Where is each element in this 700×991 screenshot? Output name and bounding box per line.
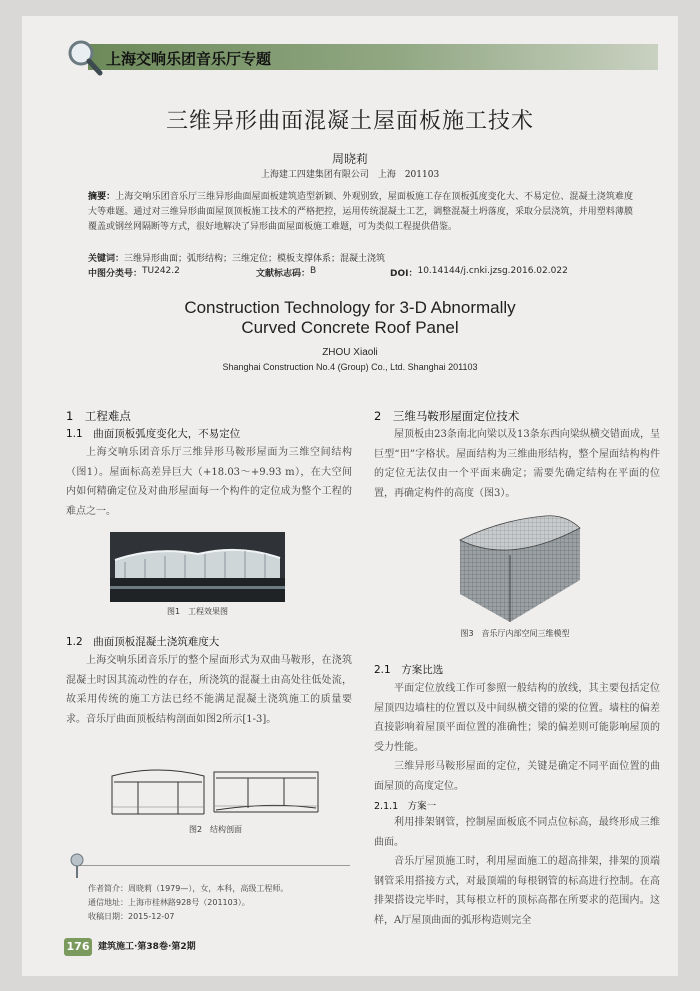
doi-value: 10.14144/j.cnki.jzsg.2016.02.022 [417,266,568,276]
clc-value: TU242.2 [142,266,180,276]
doccode-value: B [310,266,317,276]
author-note-bio: 作者简介：周晓莉（1979—），女，本科，高级工程师。 [88,884,289,893]
pushpin-icon [66,852,88,880]
section-2-1-1-heading: 2.1.1 方案一 [374,801,437,812]
author-note [88,882,338,924]
footnote-divider [80,865,350,866]
doi-label: DOI： [390,269,418,279]
magnifier-icon [64,38,104,78]
figure-3-caption: 图3 音乐厅内部空间三维模型 [460,629,570,638]
english-author: ZHOU Xiaoli [322,347,378,358]
abstract-label: 摘要： [88,192,116,202]
keywords-text: 三维异形曲面；弧形结构；三维定位；模板支撑体系；混凝土浇筑 [124,254,386,264]
section-1-2-heading: 1.2 曲面顶板混凝土浇筑难度大 [66,636,220,648]
keywords-label: 关键词： [88,254,125,264]
english-title-line-1: Construction Technology for 3-D Abnormally [184,298,516,317]
page-number: 176 [64,938,92,956]
section-2-1-1-text-a: 利用排架钢管，控制屋面板底不同点位标高，最终形成三维曲面。 [374,817,660,848]
section-1-heading: 1 工程难点 [66,409,131,423]
section-2-heading: 2 三维马鞍形屋面定位技术 [374,409,520,423]
section-2-1-1-text-b: 音乐厅屋顶施工时，利用屋面施工的超高排架，排架的顶端钢管采用搭接方式，对最顶端的每根钢管的标高进行控制。在高排架搭设完毕时，其每根立杆的顶标高都在所要求的范围内。这样，A厅屋顶曲面的弧形构造则完全 [374,856,660,926]
abstract [88,190,633,235]
figure-3-image [440,510,590,630]
header-series-title: 上海交响乐团音乐厅专题 [106,50,272,68]
section-2-1-text-b: 三维异形马鞍形屋面的定位，关键是确定不同平面位置的曲面屋顶的高度定位。 [374,761,660,792]
doccode-label: 文献标志码： [256,269,311,279]
section-1-1-heading: 1.1 曲面顶板弧度变化大，不易定位 [66,428,241,440]
figure-2-image [108,762,323,818]
author-affiliation: 上海建工四建集团有限公司 上海 201103 [260,170,440,180]
section-2-1-heading: 2.1 方案比选 [374,664,444,676]
english-affiliation: Shanghai Construction No.4 (Group) Co., Ltd. Shanghai 201103 [222,362,478,372]
figure-1-image [110,532,285,602]
section-1-1-text: 上海交响乐团音乐厅三维异形马鞍形屋面为三维空间结构（图1）。屋面标高差异巨大（+18.03～+9.93 m），在大空间内如何精确定位及对曲形屋面每一个构件的定位成为整个工程的难点之一。 [66,447,352,517]
section-2-text: 屋顶板由23条南北向梁以及13条东西向梁纵横交错面成，呈巨型“田”字格状。屋面结构为三维曲形结构，整个屋面结构构件的定位无法仅由一个平面来确定；需要先确定结构在平面的位置，再确定构件的高度（图3）。 [374,429,660,499]
author-note-address: 通信地址：上海市桂林路928号（201103）。 [88,898,250,907]
paper-title: 三维异形曲面混凝土屋面板施工技术 [165,109,534,134]
keywords [88,251,633,264]
author-note-received: 收稿日期：2015-12-07 [88,912,175,921]
english-title [0,298,700,338]
section-1-2-text: 上海交响乐团音乐厅的整个屋面形式为双曲马鞍形，在浇筑混凝土时因其流动性的存在，所浇筑的混凝土由高处往低处流，故采用传统的施工方法已经不能满足混凝土浇筑施工的质量要求。音乐厅曲面顶板结构剖面如图2所示[1-3]。 [66,655,352,725]
abstract-text: 上海交响乐团音乐厅三维异形曲面屋面板建筑造型新颖、外观别致，屋面板施工存在顶板弧度变化大、不易定位、混凝土浇筑难度大等难题。通过对三维异形曲面屋顶顶板施工技术的严格把控，运用传统混凝土工艺，调整混凝土坍落度，采取分层浇筑，并用塑料薄膜覆盖或钢丝网隔断等方式，很好地解决了异形曲面屋面板施工难题，可为类似工程提供借鉴。 [88,192,633,232]
author-name: 周晓莉 [331,152,368,166]
english-title-line-2: Curved Concrete Roof Panel [241,318,459,337]
clc-label: 中图分类号： [88,269,143,279]
section-2-1-text-a: 平面定位放线工作可参照一般结构的放线，其主要包括定位屋顶四边墙柱的位置以及中间纵横交错的梁的位置。墙柱的偏差直接影响着屋顶平面位置的准确性；梁的偏差则可能影响屋顶的受力性能。 [374,683,660,753]
figure-1-caption: 图1 工程效果图 [166,607,229,616]
figure-2-caption: 图2 结构剖面 [188,825,243,834]
journal-info: 建筑施工·第38卷·第2期 [98,942,196,952]
